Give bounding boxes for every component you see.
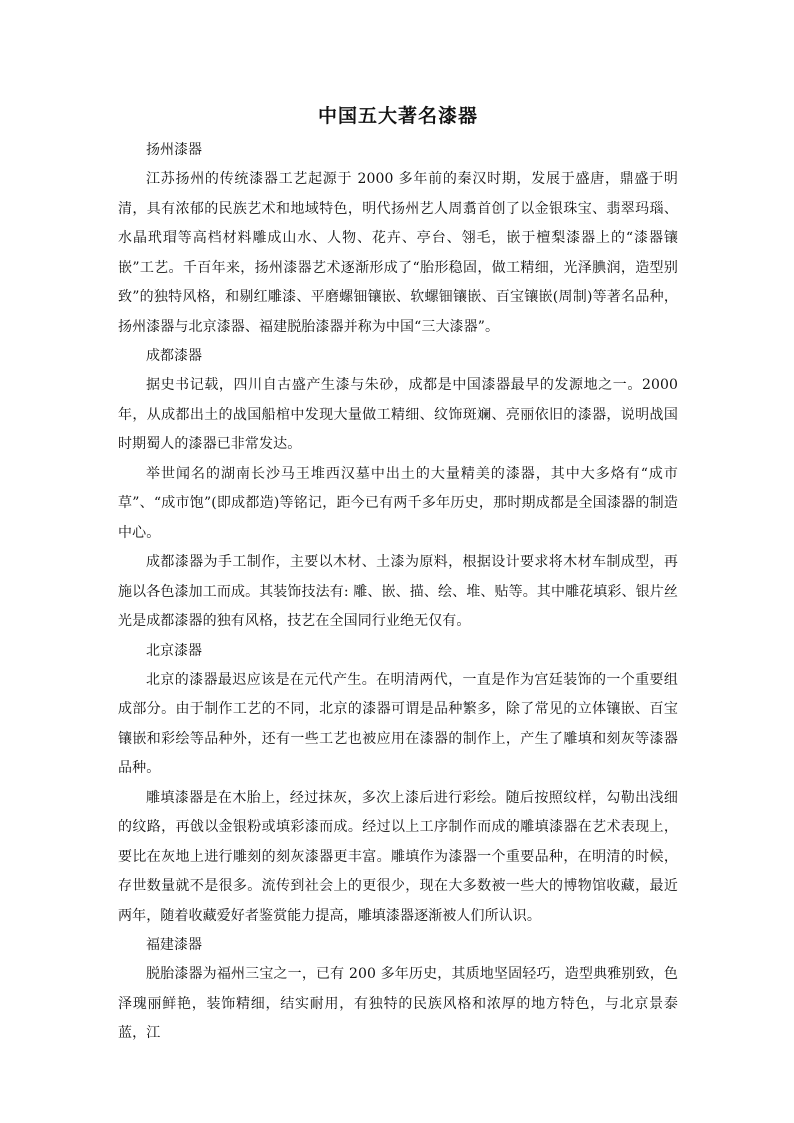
section-heading: 北京漆器 xyxy=(146,642,202,659)
paragraph: 雕填漆器是在木胎上，经过抹灰，多次上漆后进行彩绘。随后按照纹样，勾勒出浅细的纹路，再戗以金银粉或填彩漆而成。经过以上工序制作而成的雕填漆器在艺术表现上，要比在灰地上进行雕刻的刻灰漆器更丰富。雕填作为漆器一个重要品种，在明清的时候，存世数量就不是很多。流传到社会上的更很少，现在大多数被一些大的博物馆收藏，最近两年，随着收藏爱好者鉴赏能力提高，雕填漆器逐渐被人们所认识。 xyxy=(118,789,678,924)
section-heading: 福建漆器 xyxy=(146,937,202,953)
document-title: 中国五大著名漆器 xyxy=(317,105,478,127)
document-page xyxy=(118,100,678,1049)
paragraph: 据史书记载，四川自古盛产生漆与朱砂，成都是中国漆器最早的发源地之一。2000 年，从成都出土的战国船棺中发现大量做工精细、纹饰斑斓、亮丽依旧的漆器，说明战国时期蜀人的漆器已非常发达。 xyxy=(118,377,678,452)
paragraph: 举世闻名的湖南长沙马王堆西汉墓中出土的大量精美的漆器，其中大多烙有“成市草”、“成市饱”(即成都造)等铭记，距今已有两千多年历史，那时期成都是全国漆器的制造中心。 xyxy=(118,465,678,541)
paragraph: 北京的漆器最迟应该是在元代产生。在明清两代，一直是作为宫廷装饰的一个重要组成部分。由于制作工艺的不同，北京的漆器可谓是品种繁多，除了常见的立体镶嵌、百宝镶嵌和彩绘等品种外，还有一些工艺也被应用在漆器的制作上，产生了雕填和刻灰等漆器品种。 xyxy=(118,671,678,776)
paragraph: 脱胎漆器为福州三宝之一，已有 200 多年历史，其质地坚固轻巧，造型典雅别致，色泽瑰丽鲜艳，装饰精细，结实耐用，有独特的民族风格和浓厚的地方特色，与北京景泰蓝，江 xyxy=(118,966,678,1041)
section-chengdu xyxy=(118,342,678,637)
section-fujian xyxy=(118,931,678,1049)
section-heading: 扬州漆器 xyxy=(146,142,202,158)
paragraph: 成都漆器为手工制作，主要以木材、土漆为原料，根据设计要求将木材车制成型，再施以各色漆加工而成。其装饰技法有: 雕、嵌、描、绘、堆、贴等。其中雕花填彩、银片丝光是成都漆器的独有风格，技艺在全国同行业绝无仅有。 xyxy=(118,554,678,629)
section-beijing xyxy=(118,637,678,932)
section-yangzhou xyxy=(118,136,678,342)
section-heading: 成都漆器 xyxy=(146,348,202,364)
paragraph: 江苏扬州的传统漆器工艺起源于 2000 多年前的秦汉时期，发展于盛唐，鼎盛于明清，具有浓郁的民族艺术和地域特色，明代扬州艺人周翥首创了以金银珠宝、翡翠玛瑙、水晶玳瑁等高档材料雕成山水、人物、花卉、亭台、翎毛，嵌于檀梨漆器上的“漆器镶嵌”工艺。千百年来，扬州漆器艺术逐渐形成了“胎形稳固，做工精细，光泽腆润，造型别致”的独特风格，和剔红雕漆、平磨螺钿镶嵌、软螺钿镶嵌、百宝镶嵌(周制)等著名品种，扬州漆器与北京漆器、福建脱胎漆器并称为中国“三大漆器”。 xyxy=(118,171,678,335)
